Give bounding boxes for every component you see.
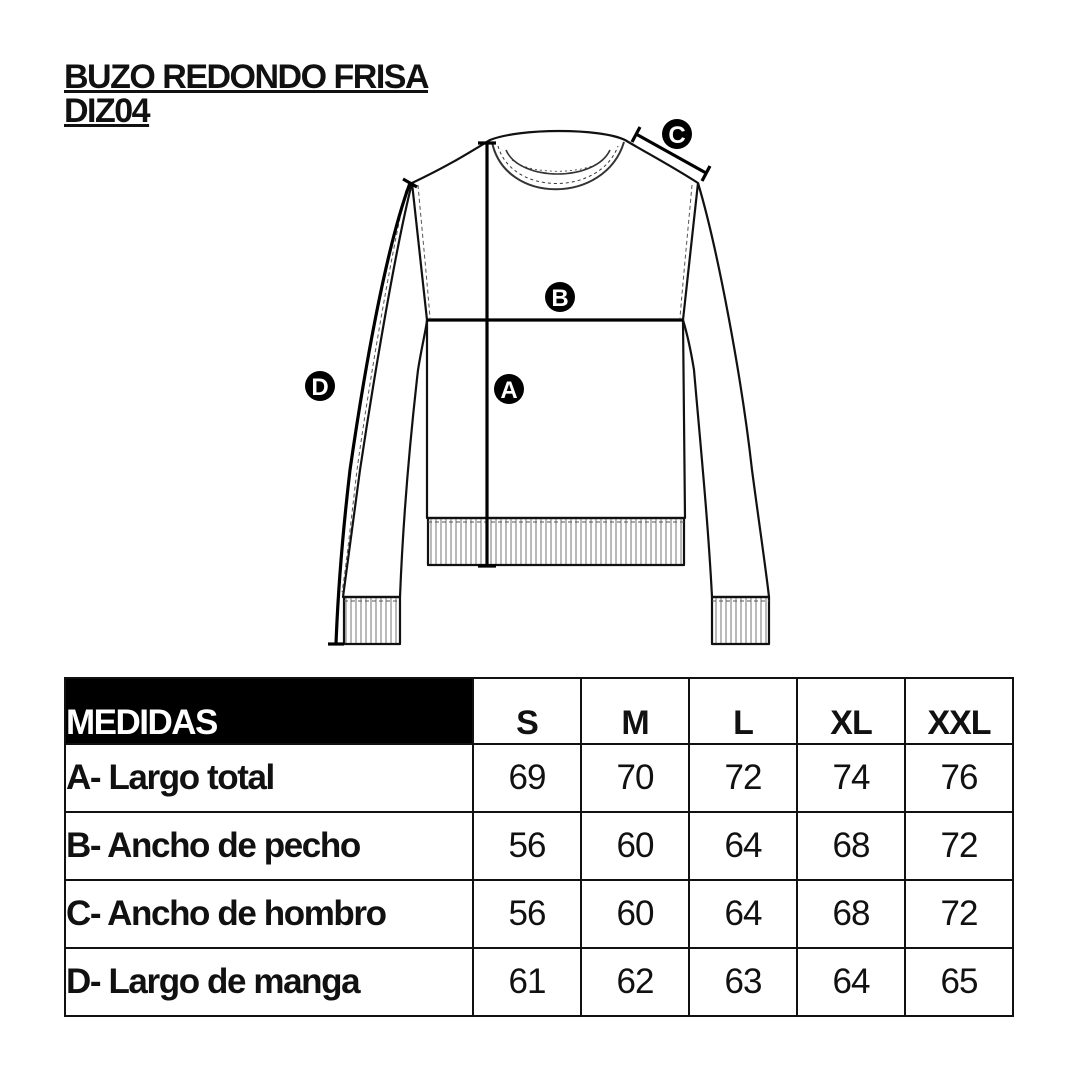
- row-label-largo-manga: D- Largo de manga: [65, 948, 473, 1016]
- table-cell: 62: [581, 948, 689, 1016]
- table-cell: 64: [689, 812, 797, 880]
- table-row: [65, 948, 1013, 1016]
- sweater-outline: [343, 131, 769, 644]
- neck-rib: [492, 142, 624, 189]
- svg-text:D: D: [311, 374, 329, 401]
- table-cell: 72: [689, 744, 797, 812]
- size-header-s: S: [473, 678, 581, 744]
- table-cell: 64: [689, 880, 797, 948]
- svg-text:C: C: [668, 122, 686, 149]
- svg-text:B: B: [551, 285, 569, 312]
- table-cell: 56: [473, 812, 581, 880]
- table-cell: 76: [905, 744, 1013, 812]
- table-cell: 68: [797, 880, 905, 948]
- row-label-largo-total: A- Largo total: [65, 744, 473, 812]
- table-cell: 56: [473, 880, 581, 948]
- table-cell: 69: [473, 744, 581, 812]
- row-label-ancho-pecho: B- Ancho de pecho: [65, 812, 473, 880]
- table-cell: 60: [581, 880, 689, 948]
- table-cell: 68: [797, 812, 905, 880]
- table-cell: 70: [581, 744, 689, 812]
- marker-b: [545, 282, 575, 312]
- svg-text:A: A: [500, 377, 518, 404]
- size-header-xl: XL: [797, 678, 905, 744]
- table-cell: 74: [797, 744, 905, 812]
- marker-c: [662, 119, 692, 149]
- product-code: DIZ04: [64, 92, 150, 130]
- table-cell: 61: [473, 948, 581, 1016]
- table-cell: 63: [689, 948, 797, 1016]
- size-header-l: L: [689, 678, 797, 744]
- table-row: [65, 744, 1013, 812]
- marker-a: [494, 374, 524, 404]
- table-cell: 65: [905, 948, 1013, 1016]
- table-cell: 72: [905, 880, 1013, 948]
- marker-d: [305, 371, 335, 401]
- table-row: [65, 812, 1013, 880]
- row-label-ancho-hombro: C- Ancho de hombro: [65, 880, 473, 948]
- measure-line-d: [328, 179, 417, 644]
- size-chart-table: [64, 677, 1014, 1017]
- table-cell: 60: [581, 812, 689, 880]
- product-name: BUZO REDONDO FRISA: [64, 58, 428, 96]
- size-header-xxl: XXL: [905, 678, 1013, 744]
- table-header-row: [65, 678, 1013, 744]
- table-cell: 64: [797, 948, 905, 1016]
- table-row: [65, 880, 1013, 948]
- measure-line-a: [478, 143, 496, 566]
- table-cell: 72: [905, 812, 1013, 880]
- size-header-m: M: [581, 678, 689, 744]
- header-medidas: MEDIDAS: [65, 678, 473, 744]
